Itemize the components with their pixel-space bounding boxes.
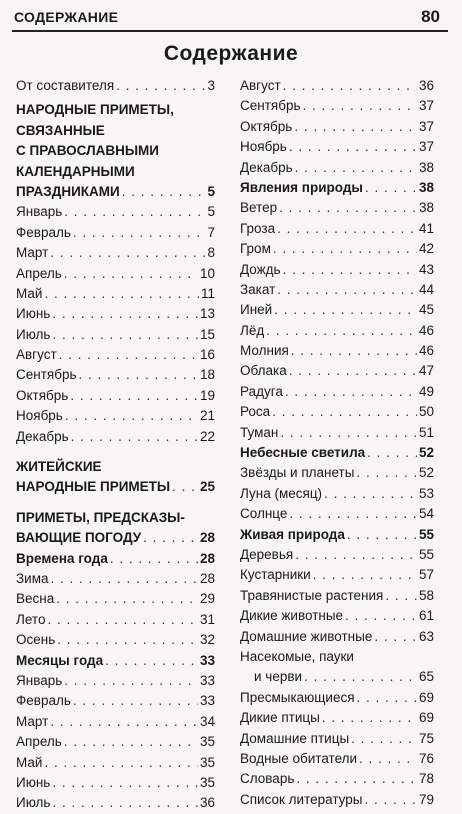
toc-entry-page: 18 [199, 367, 215, 383]
toc-entry [240, 484, 434, 504]
heading-line: С ПРАВОСЛАВНЫМИ [16, 143, 159, 159]
toc-entry-list [16, 671, 215, 814]
leader-dots [294, 117, 417, 137]
toc-entry-page: 61 [418, 608, 434, 624]
toc-entry-title: Август [16, 347, 57, 363]
toc-entry-list [240, 463, 434, 524]
toc-entry [240, 586, 434, 606]
toc-entry-title: Февраль [16, 693, 71, 709]
toc-entry-page: 31 [199, 611, 215, 627]
toc-entry [240, 402, 434, 422]
toc-entry [240, 382, 434, 402]
leader-dots [365, 790, 417, 810]
leader-dots [52, 773, 198, 793]
toc-entry-title: Ноябрь [16, 408, 63, 424]
toc-entry-title: Май [16, 285, 43, 301]
toc-entry-title: Радуга [240, 383, 283, 399]
toc-entry-page: 57 [418, 567, 434, 583]
toc-entry-page: 78 [418, 771, 434, 787]
toc-entry-page: 5 [207, 204, 215, 220]
toc-entry-list [16, 569, 215, 651]
toc-section-heading-last [16, 182, 215, 202]
toc-entry-title: Дождь [240, 261, 281, 277]
toc-subsection-heading [16, 549, 215, 569]
toc-subsection-heading [240, 178, 434, 198]
toc-entry [240, 300, 434, 320]
toc-entry-page: 15 [199, 326, 215, 342]
leader-dots [59, 345, 198, 365]
toc-entry-title: Травянистые растения [240, 587, 384, 603]
toc-entry-title: Луна (месяц) [240, 485, 323, 501]
toc-entry [240, 280, 434, 300]
leader-dots [50, 243, 205, 263]
leader-dots [73, 691, 198, 711]
leader-dots [280, 423, 417, 443]
toc-entry-page: 33 [199, 652, 215, 668]
leader-dots [359, 749, 417, 769]
toc-entry-title: Домашние животные [240, 628, 373, 644]
toc-entry [16, 630, 215, 650]
toc-entry-title: Ветер [240, 200, 278, 216]
toc-entry [16, 325, 215, 345]
toc-entry-page: 38 [418, 200, 434, 216]
toc-entry-page: 63 [418, 628, 434, 644]
leader-dots [365, 178, 417, 198]
toc-entry-title: Декабрь [240, 159, 293, 175]
toc-entry-list [240, 198, 434, 443]
toc-entry-title: Насекомые, пауки [240, 648, 354, 664]
toc-entry-page: 10 [199, 265, 215, 281]
toc-entry-list [16, 202, 215, 447]
leader-dots [56, 589, 198, 609]
toc-entry-title: Солнце [240, 506, 288, 522]
toc-entry-page: 69 [418, 689, 434, 705]
leader-dots [313, 565, 417, 585]
toc-entry [240, 667, 434, 687]
toc-entry-page: 37 [418, 139, 434, 155]
toc-entry-title: Дикие животные [240, 608, 344, 624]
toc-entry [16, 569, 215, 589]
toc-entry [240, 219, 434, 239]
toc-entry-title: Июнь [16, 774, 51, 790]
toc-entry-title: ПРАЗДНИКАМИ [16, 183, 120, 199]
toc-entry-page: 34 [199, 713, 215, 729]
toc-entry-page: 38 [418, 179, 434, 195]
toc-entry-title: Деревья [240, 546, 294, 562]
leader-dots [273, 239, 417, 259]
toc-entry [16, 732, 215, 752]
toc-entry [16, 712, 215, 732]
toc-entry [240, 76, 434, 96]
leader-dots [285, 382, 417, 402]
toc-entry [240, 117, 434, 137]
toc-entry-title: НАРОДНЫЕ ПРИМЕТЫ [16, 479, 171, 495]
toc-entry-title: Ноябрь [240, 139, 287, 155]
toc-entry-title: От составителя [16, 78, 115, 93]
leader-dots [277, 219, 417, 239]
toc-left-column [16, 76, 215, 814]
toc-entry-title: Январь [16, 672, 63, 688]
toc-entry [240, 708, 434, 728]
toc-entry-title: Гроза [240, 220, 276, 236]
toc-entry-page: 58 [418, 587, 434, 603]
toc-entry-title: Март [16, 713, 49, 729]
header-rule [12, 30, 448, 32]
toc-entry-title: Январь [16, 204, 63, 220]
toc-entry-title: Апрель [16, 734, 62, 750]
leader-dots [356, 463, 417, 483]
leader-dots [357, 688, 417, 708]
toc-entry [16, 243, 215, 263]
leader-dots [291, 341, 417, 361]
leader-dots [347, 525, 417, 545]
leader-dots [52, 793, 198, 813]
toc-entry-title: Туман [240, 424, 279, 440]
leader-dots [374, 627, 417, 647]
leader-dots [345, 606, 417, 626]
toc-entry-page: 75 [418, 730, 434, 746]
toc-entry-title: Иней [240, 302, 273, 318]
toc-entry [240, 688, 434, 708]
running-header [0, 0, 462, 30]
leader-dots [64, 732, 198, 752]
toc-entry-page: 51 [418, 424, 434, 440]
leader-dots [277, 280, 417, 300]
toc-entry [16, 264, 215, 284]
leader-dots [274, 300, 417, 320]
toc-entry [16, 406, 215, 426]
leader-dots [52, 304, 198, 324]
toc-entry-page: 52 [418, 465, 434, 481]
leader-dots [289, 137, 417, 157]
toc-entry-page: 46 [418, 322, 434, 338]
toc-entry [16, 773, 215, 793]
toc-entry-page: 37 [418, 98, 434, 114]
toc-entry [240, 504, 434, 524]
toc-entry [240, 198, 434, 218]
toc-entry-title: Сентябрь [240, 98, 301, 114]
toc-entry-title: Весна [16, 591, 55, 607]
toc-entry-page: 42 [418, 241, 434, 257]
leader-dots [143, 528, 198, 548]
toc-entry [240, 545, 434, 565]
toc-entry [16, 76, 215, 96]
toc-entry-page: 76 [418, 750, 434, 766]
heading-line: ПРИМЕТЫ, ПРЕДСКАЗЫ- [16, 509, 185, 525]
toc-entry [16, 610, 215, 630]
toc-entry-page: 55 [418, 546, 434, 562]
heading-line: КАЛЕНДАРНЫМИ [16, 163, 135, 179]
leader-dots [122, 182, 206, 202]
toc-entry [240, 96, 434, 116]
leader-dots [367, 443, 417, 463]
leader-dots [44, 284, 199, 304]
toc-entry-page: 50 [418, 404, 434, 420]
page-number: 80 [421, 7, 440, 26]
toc-entry-page: 44 [418, 281, 434, 297]
toc-entry-title: Осень [16, 632, 56, 648]
page-title: Содержание [163, 42, 299, 65]
leader-dots [65, 406, 198, 426]
leader-dots [302, 96, 416, 116]
toc-entry-page: 33 [199, 672, 215, 688]
toc-entry-title: Июль [16, 795, 51, 811]
toc-entry-page: 35 [199, 734, 215, 750]
toc-entry-list [240, 545, 434, 647]
toc-entry-title: Зима [16, 570, 49, 586]
toc-entry-title: Роса [240, 404, 271, 420]
heading-line: НАРОДНЫЕ ПРИМЕТЫ, [16, 102, 174, 118]
leader-dots [279, 198, 417, 218]
leader-dots [64, 671, 198, 691]
toc-entry-title: Дикие птицы [240, 710, 320, 726]
toc-entry-page: 13 [199, 306, 215, 322]
toc-entry [240, 606, 434, 626]
toc-entry-page: 28 [199, 570, 215, 586]
toc-entry-page: 36 [418, 78, 434, 93]
toc-entry-list [240, 76, 434, 178]
toc-section-heading [16, 100, 215, 182]
leader-dots [322, 708, 417, 728]
toc-entry-title: Июль [16, 326, 51, 342]
toc-entry-page: 69 [418, 710, 434, 726]
toc-entry-title: Апрель [16, 265, 62, 281]
toc-entry-title: Май [16, 754, 43, 770]
toc-entry [240, 627, 434, 647]
leader-dots [52, 325, 198, 345]
heading-line: ЖИТЕЙСКИЕ [16, 459, 102, 475]
toc-entry-title: Список литературы [240, 791, 363, 807]
toc-entry-page: 55 [418, 526, 434, 542]
toc-entry-page: 47 [418, 363, 434, 379]
toc-entry [16, 223, 215, 243]
toc-entry-multiline [240, 647, 434, 667]
toc-entry-title: Времена года [16, 550, 108, 566]
leader-dots [289, 504, 417, 524]
toc-entry [16, 691, 215, 711]
toc-entry-page: 32 [199, 632, 215, 648]
toc-entry-page: 79 [418, 791, 434, 807]
toc-subsection-heading [240, 525, 434, 545]
leader-dots [296, 769, 417, 789]
toc-entry [16, 793, 215, 813]
toc-entry [240, 565, 434, 585]
toc-entry-page: 36 [199, 795, 215, 811]
toc-entry-page: 49 [418, 383, 434, 399]
leader-dots [324, 484, 417, 504]
toc-section-heading [16, 508, 215, 528]
toc-entry-page: 7 [207, 224, 215, 240]
leader-dots [272, 402, 417, 422]
toc-entry-title: Словарь [240, 771, 295, 787]
leader-dots [266, 321, 417, 341]
toc-entry-title: Пресмыкающиеся [240, 689, 355, 705]
toc-entry-title: Кустарники [240, 567, 311, 583]
toc-entry-page: 29 [199, 591, 215, 607]
toc-entry-title: Июнь [16, 306, 51, 322]
toc-entry [240, 239, 434, 259]
toc-entry-title: Лёд [240, 322, 265, 338]
leader-dots [351, 729, 417, 749]
toc-entry [16, 284, 215, 304]
toc-entry [240, 423, 434, 443]
toc-entry-title: Небесные светила [240, 445, 366, 461]
toc-entry-page: 22 [199, 428, 215, 444]
toc-entry-page: 41 [418, 220, 434, 236]
toc-entry [240, 321, 434, 341]
leader-dots [57, 630, 198, 650]
leader-dots [70, 386, 198, 406]
toc-entry-title: Лето [16, 611, 46, 627]
toc-entry-page: 33 [199, 693, 215, 709]
leader-dots [64, 264, 198, 284]
toc-entry [240, 361, 434, 381]
leader-dots [295, 158, 417, 178]
toc-entry-page: 35 [199, 774, 215, 790]
toc-entry [16, 304, 215, 324]
leader-dots [110, 549, 198, 569]
toc-entry [16, 427, 215, 447]
toc-entry [240, 260, 434, 280]
toc-entry-page: 19 [199, 387, 215, 403]
toc-section-heading-last [16, 528, 215, 548]
toc-entry-page: 38 [418, 159, 434, 175]
toc-entry [240, 749, 434, 769]
leader-dots [283, 76, 417, 96]
toc-entry-page: 25 [199, 479, 215, 495]
toc-entry-page: 35 [199, 754, 215, 770]
leader-dots [71, 427, 198, 447]
leader-dots [283, 260, 417, 280]
toc-entry [240, 137, 434, 157]
toc-entry [16, 671, 215, 691]
toc-entry-title: Гром [240, 241, 271, 257]
toc-entry-page: 21 [199, 408, 215, 424]
toc-entry [240, 729, 434, 749]
leader-dots [289, 361, 417, 381]
leader-dots [105, 651, 198, 671]
toc-entry-page: 54 [418, 506, 434, 522]
toc-entry-title: Молния [240, 343, 289, 359]
toc-entry-page: 28 [199, 550, 215, 566]
toc-entry-page: 8 [207, 245, 215, 261]
toc-entry [240, 463, 434, 483]
toc-entry [16, 202, 215, 222]
toc-entry [16, 345, 215, 365]
toc-subsection-heading [16, 651, 215, 671]
leader-dots [172, 477, 198, 497]
toc-entry [240, 158, 434, 178]
toc-entry-title: Октябрь [240, 118, 293, 134]
toc-entry [240, 341, 434, 361]
running-title: СОДЕРЖАНИЕ [14, 9, 119, 25]
toc-entry-page: 65 [418, 669, 434, 685]
toc-entry-title: Март [16, 245, 49, 261]
toc-entry-title: и черви [254, 669, 303, 685]
toc-entry-page: 43 [418, 261, 434, 277]
leader-dots [73, 223, 206, 243]
toc-entry-title: Декабрь [16, 428, 69, 444]
toc-entry-page: 28 [199, 530, 215, 546]
heading-line: СВЯЗАННЫЕ [16, 122, 105, 138]
toc-entry-title: Месяцы года [16, 652, 104, 668]
toc-entry-title: Явления природы [240, 179, 363, 195]
toc-entry [16, 589, 215, 609]
toc-section-heading-last [16, 477, 215, 497]
leader-dots [47, 610, 198, 630]
toc-entry-page: 52 [418, 445, 434, 461]
toc-entry-page: 46 [418, 343, 434, 359]
toc-entry-page: 11 [200, 285, 215, 301]
toc-entry [16, 365, 215, 385]
leader-dots [50, 712, 198, 732]
leader-dots [78, 365, 197, 385]
toc-entry-list [240, 769, 434, 810]
leader-dots [64, 202, 205, 222]
toc-entry-title: ВАЮЩИЕ ПОГОДУ [16, 530, 142, 546]
toc-subsection-heading [240, 443, 434, 463]
toc-entry-page: 16 [199, 347, 215, 363]
toc-entry-title: Водные обитатели [240, 750, 358, 766]
toc-entry-title: Домашние птицы [240, 730, 350, 746]
leader-dots [50, 569, 197, 589]
toc-entry-page: 5 [207, 183, 215, 199]
toc-entry-title: Сентябрь [16, 367, 77, 383]
toc-entry [16, 753, 215, 773]
toc-entry-page: 37 [418, 118, 434, 134]
toc-section-heading [16, 457, 215, 477]
toc-entry-title: Облака [240, 363, 287, 379]
leader-dots [304, 667, 417, 687]
toc-entry-title: Февраль [16, 224, 71, 240]
toc-entry-title: Октябрь [16, 387, 69, 403]
toc-entry-title: Август [240, 78, 281, 93]
toc-entry-page: 45 [418, 302, 434, 318]
toc-entry [240, 769, 434, 789]
toc-entry-page: 3 [207, 78, 215, 93]
toc-entry-title: Звёзды и планеты [240, 465, 355, 481]
leader-dots [116, 76, 205, 96]
leader-dots [44, 753, 198, 773]
toc-entry-title: Закат [240, 281, 276, 297]
toc-entry [16, 386, 215, 406]
toc-entry-title: Живая природа [240, 526, 345, 542]
leader-dots [385, 586, 417, 606]
toc-entry [240, 790, 434, 810]
toc-entry-page: 53 [418, 485, 434, 501]
leader-dots [295, 545, 417, 565]
